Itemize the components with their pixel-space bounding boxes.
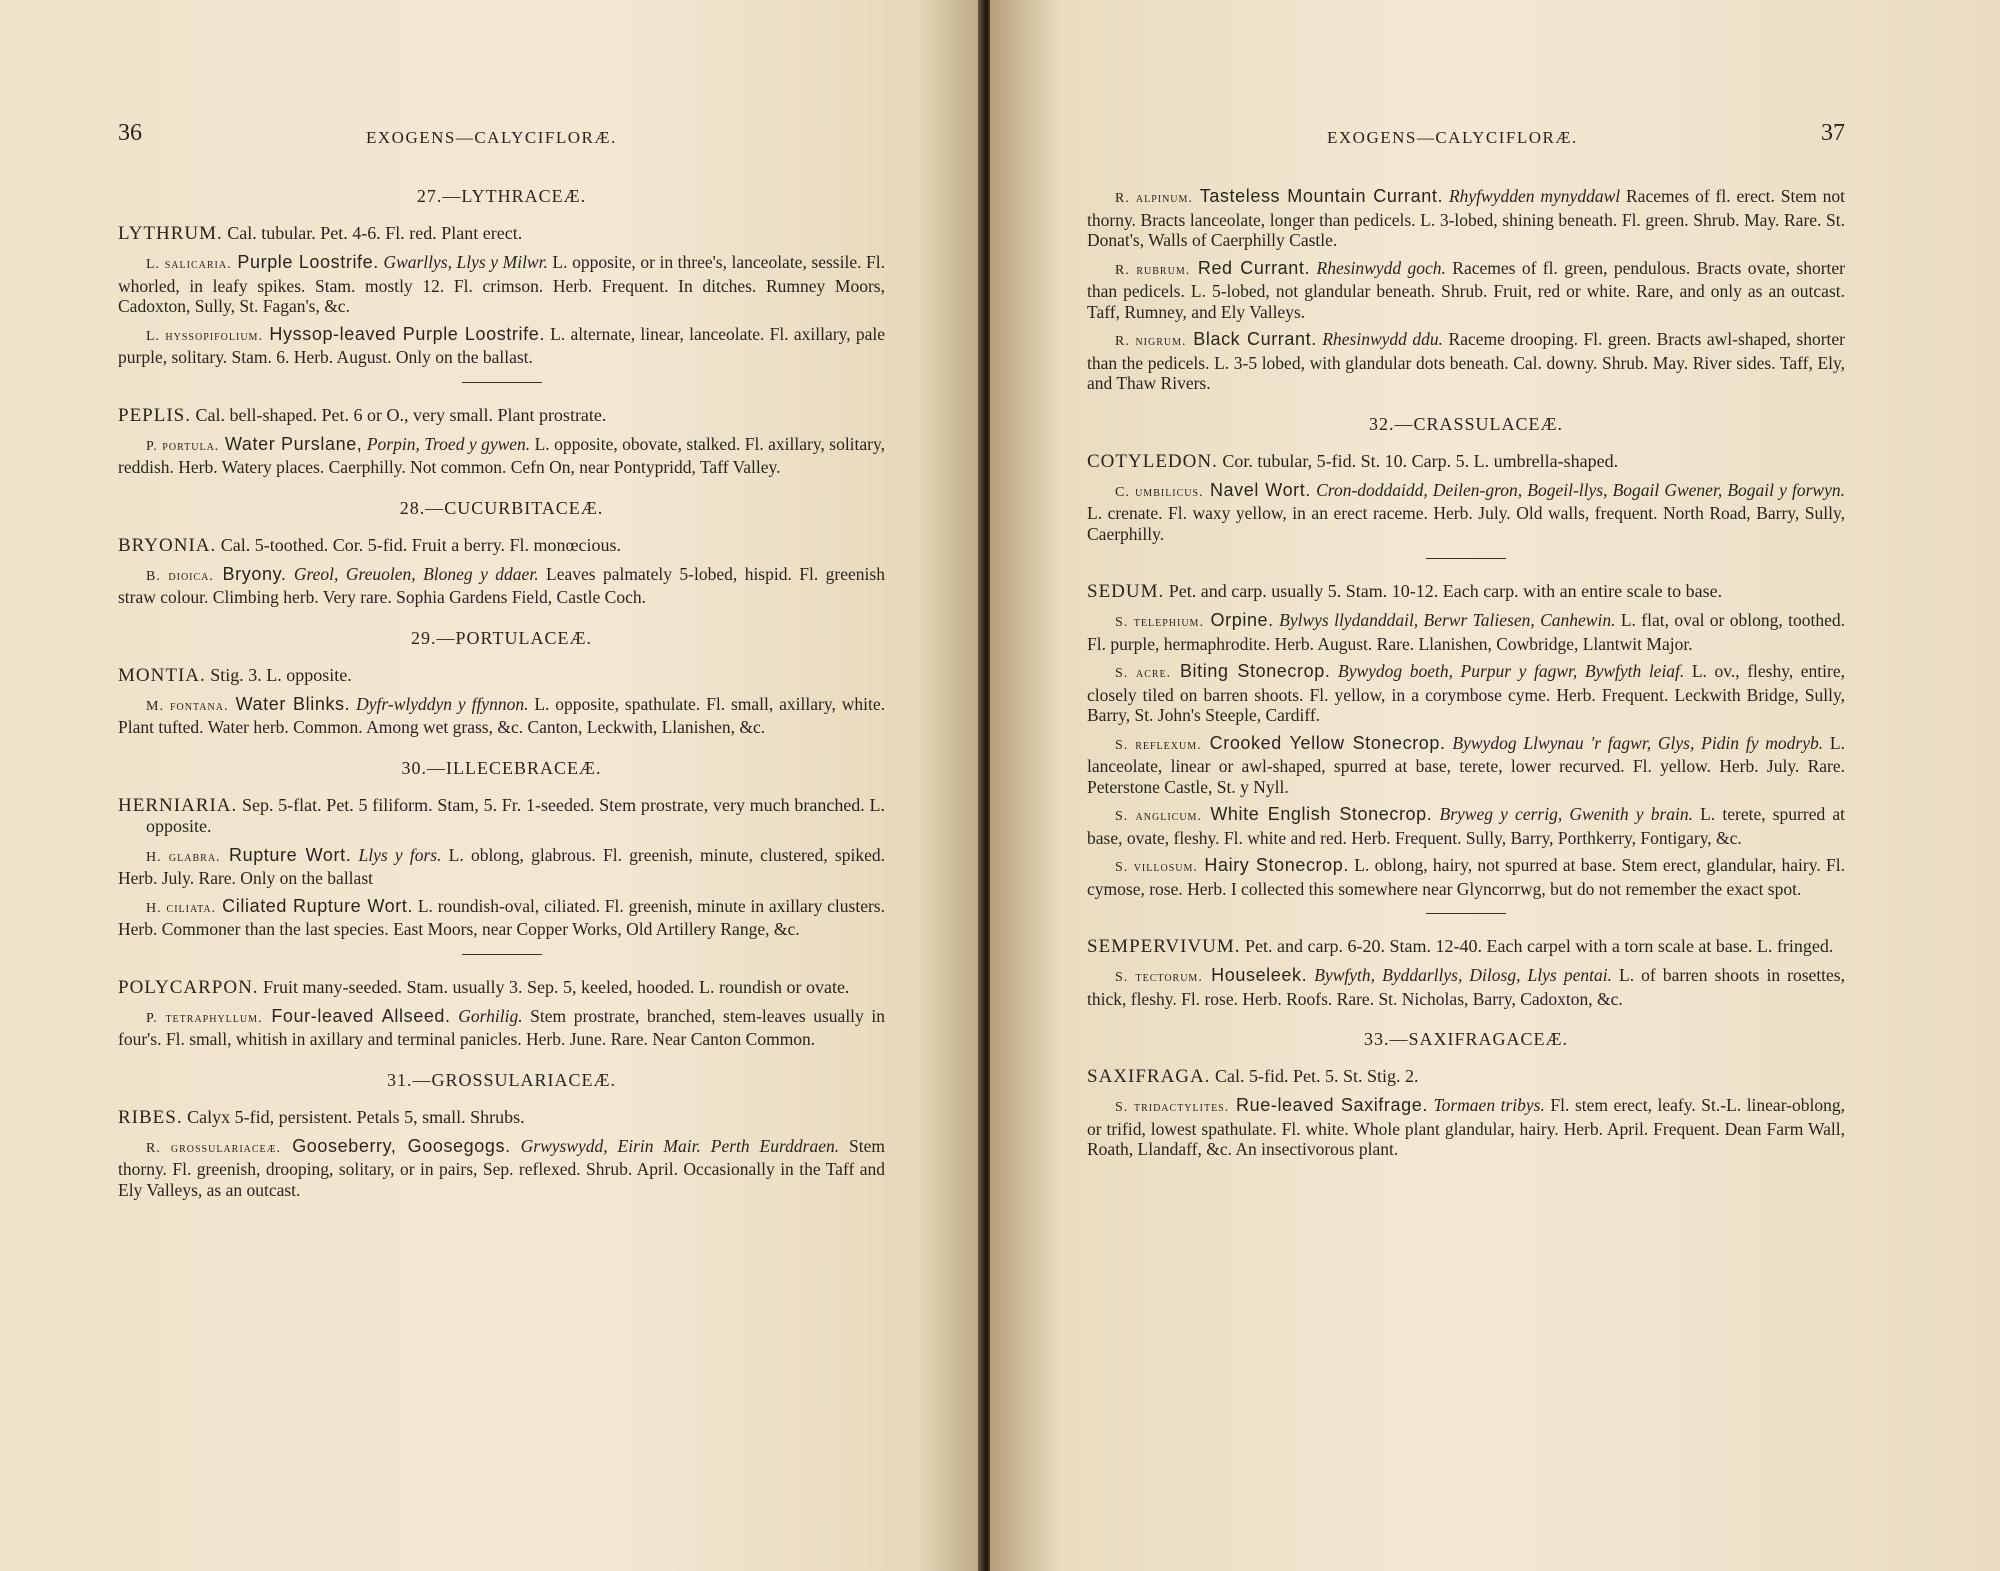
welsh-name: Rhesinwydd goch. <box>1310 257 1446 278</box>
genus-name: SEDUM. <box>1087 581 1165 602</box>
species-description: L. oblong, hairy, not spurred at base. Stem erect, glandular, hairy. Fl. cymose, rose. Herb. I collected this somewhere near Glyncorrwg, but do not remember the exact spot. <box>1087 855 1845 899</box>
genus-entry <box>1087 1066 1845 1087</box>
welsh-name: Bywydog Llwynau 'r fagwr, Glys, Pidin fy modryb. <box>1445 732 1824 753</box>
species-description: Raceme drooping. Fl. green. Bracts awl-shaped, shorter than the pedicels. L. 3-5 lobed, with glandular dots beneath. Cal. downy. Shrub. May. River sides. Taff, Ely, and Thaw Rivers. <box>1087 329 1846 393</box>
species-name: P. portula. <box>146 438 220 454</box>
genus-description: Cal. bell-shaped. Pet. 6 or O., very small. Plant prostrate. <box>191 404 607 425</box>
genus-description: Fruit many-seeded. Stam. usually 3. Sep. 5, keeled, hooded. L. roundish or ovate. <box>258 976 850 997</box>
species-name: S. reflexum. <box>1115 737 1202 753</box>
running-head: EXOGENS—CALYCIFLORÆ. <box>1327 128 1578 147</box>
species-description: L. alternate, linear, lanceolate. Fl. axillary, pale purple, solitary. Stam. 6. Herb. August. Only on the ballast. <box>118 323 885 367</box>
welsh-name: Cron-doddaidd, Deilen-gron, Bogeil-llys, Bogail Gwener, Bogail y forwyn. <box>1310 479 1845 500</box>
section-rule <box>1426 558 1506 559</box>
genus-entry <box>118 223 885 244</box>
species-entry <box>1087 186 1845 251</box>
species-entry <box>1087 661 1845 726</box>
welsh-name: Gwarllys, Llys y Milwr. <box>378 252 548 272</box>
common-name: Navel Wort. <box>1203 479 1311 500</box>
species-entry <box>118 845 885 889</box>
species-description: Racemes of fl. green, pendulous. Bracts ovate, shorter than pedicels. L. 5-lobed, not glandular beneath. Shrub. Fruit, red or white. Rare, and only as an outcast. Taff, Rumney, and Ely Valleys. <box>1087 257 1845 322</box>
species-entry <box>118 896 885 940</box>
welsh-name: Bylwys llydanddail, Berwr Taliesen, Canhewin. <box>1273 610 1616 630</box>
species-name: S. acre. <box>1115 666 1172 681</box>
genus-description: Pet. and carp. 6-20. Stam. 12-40. Each carpel with a torn scale at base. L. fringed. <box>1240 936 1834 956</box>
species-entry <box>118 1136 885 1201</box>
section-rule <box>1426 913 1506 914</box>
family-heading: 29.—PORTULACEÆ. <box>411 627 592 648</box>
species-description: L. oblong, glabrous. Fl. greenish, minute, clustered, spiked. Herb. July. Rare. Only on the ballast <box>118 844 885 888</box>
species-name: C. umbilicus. <box>1115 484 1204 500</box>
page-number: 36 <box>118 120 142 146</box>
common-name: Tasteless Mountain Currant. <box>1192 186 1444 206</box>
genus-name: PEPLIS. <box>118 404 191 426</box>
welsh-name: Gorhilig. <box>450 1005 523 1026</box>
species-description: Racemes of fl. erect. Stem not thorny. Bracts lanceolate, longer than pedicels. L. 3-lobed, shining beneath. Fl. green. Shrub. May. Rare. St. Donat's, Walls of Caerphilly Castle. <box>1087 186 1845 250</box>
species-description: Stem prostrate, branched, stem-leaves usually in four's. Fl. small, whitish in axillary and terminal panicles. Herb. June. Rare. Near Canton Common. <box>118 1005 885 1049</box>
genus-entry <box>118 665 885 686</box>
welsh-name: Dyfr-wlyddyn y ffynnon. <box>350 693 529 714</box>
species-name: R. alpinum. <box>1115 191 1193 206</box>
genus-name: HERNIARIA. <box>118 794 238 816</box>
right-page-content <box>1087 186 1845 1160</box>
common-name: Rupture Wort. <box>220 844 352 865</box>
genus-description: Cor. tubular, 5-fid. St. 10. Carp. 5. L. umbrella-shaped. <box>1217 450 1619 471</box>
genus-description: Sep. 5-flat. Pet. 5 filiform. Stam, 5. Fr. 1-seeded. Stem prostrate, very much branched. L. opposite. <box>146 794 885 836</box>
species-entry <box>118 564 885 608</box>
common-name: Four-leaved Allseed. <box>262 1005 451 1026</box>
species-entry <box>1087 965 1845 1009</box>
family-heading: 33.—SAXIFRAGACEÆ. <box>1363 1029 1569 1049</box>
common-name: Crooked Yellow Stonecrop. <box>1201 732 1446 753</box>
species-description: L. crenate. Fl. waxy yellow, in an erect raceme. Herb. July. Old walls, frequent. North Road, Barry, Sully, Caerphilly. <box>1087 503 1845 544</box>
species-name: P. tetraphyllum. <box>146 1010 263 1026</box>
genus-description: Calyx 5-fid, persistent. Petals 5, small. Shrubs. <box>182 1106 525 1127</box>
genus-entry <box>1087 936 1845 957</box>
genus-name: POLYCARPON. <box>118 976 259 998</box>
welsh-name: Greol, Greuolen, Bloneg y ddaer. <box>286 563 539 584</box>
species-entry <box>118 1006 885 1050</box>
common-name: Houseleek. <box>1202 965 1308 985</box>
species-description: L. terete, spurred at base, ovate, fleshy. Fl. white and red. Herb. Frequent. Sully, Barry, Porthkerry, Fontigary, &c. <box>1087 804 1846 848</box>
common-name: Hyssop-leaved Purple Loostrife. <box>262 323 545 344</box>
species-name: S. tridactylites. <box>1115 1100 1230 1115</box>
genus-entry <box>1087 581 1845 602</box>
welsh-name: Tormaen tribys. <box>1427 1095 1545 1115</box>
welsh-name: Bywfyth, Byddarllys, Dilosg, Llys pentai. <box>1307 965 1612 985</box>
family-heading: 32.—CRASSULACEÆ. <box>1368 413 1564 434</box>
right-page <box>990 0 2000 1571</box>
genus-name: MONTIA. <box>118 664 206 686</box>
common-name: Ciliated Rupture Wort. <box>216 895 414 916</box>
species-description: Fl. stem erect, leafy. St.-L. linear-oblong, or trifid, lowest spathulate. Fl. white. Whole plant glandular, hairy. Herb. April. Frequent. Dean Farm Wall, Roath, Llandaff, &c. An insectivorous plant. <box>1087 1095 1845 1159</box>
species-description: L. ov., fleshy, entire, closely tiled on barren shoots. Fl. yellow, in a corymbose cyme. Herb. Frequent. Leckwith Bridge, Sully, Barry, St. John's Steeple, Cardiff. <box>1087 661 1845 725</box>
genus-entry <box>1087 451 1845 472</box>
species-entry <box>118 324 885 368</box>
species-entry <box>1087 480 1845 545</box>
species-name: L. hyssopifolium. <box>146 328 263 344</box>
species-name: R. nigrum. <box>1115 334 1187 349</box>
genus-description: Stig. 3. L. opposite. <box>205 664 352 685</box>
species-entry <box>1087 258 1845 323</box>
species-description: L. opposite, or in three's, lanceolate, sessile. Fl. whorled, in leafy spikes. Stam. mostly 12. Fl. crimson. Herb. Frequent. In ditches. Rumney Moors, Cadoxton, Sully, St. Fagan's, &c. <box>118 252 886 316</box>
genus-entry <box>118 1107 885 1128</box>
species-entry <box>118 694 885 738</box>
family-heading: 31.—GROSSULARIACEÆ. <box>386 1069 617 1090</box>
common-name: Red Currant. <box>1190 257 1311 278</box>
species-description: Leaves palmately 5-lobed, hispid. Fl. greenish straw colour. Climbing herb. Very rare. Sophia Gardens Field, Castle Coch. <box>118 563 885 607</box>
genus-entry <box>118 535 885 556</box>
genus-description: Cal. 5-fid. Pet. 5. St. Stig. 2. <box>1210 1066 1419 1086</box>
species-name: R. rubrum. <box>1115 262 1191 278</box>
species-entry <box>1087 1095 1845 1160</box>
common-name: Water Purslane, <box>219 433 363 454</box>
common-name: Water Blinks. <box>228 693 351 714</box>
species-name: B. dioica. <box>146 568 214 584</box>
genus-entry <box>118 795 885 837</box>
running-head: EXOGENS—CALYCIFLORÆ. <box>366 128 617 147</box>
left-page-content <box>118 186 885 1200</box>
species-description: L. opposite, obovate, stalked. Fl. axillary, solitary, reddish. Herb. Watery places. Caerphilly. Not common. Cefn On, near Pontypridd, Taff Valley. <box>118 433 885 477</box>
page-header <box>1087 120 1845 160</box>
species-entry <box>118 252 885 317</box>
species-entry <box>1087 733 1845 798</box>
common-name: Gooseberry, Goosegogs. <box>281 1135 511 1156</box>
genus-name: BRYONIA. <box>118 534 217 556</box>
common-name: Rue-leaved Saxifrage. <box>1229 1095 1428 1115</box>
page-number: 37 <box>1821 120 1845 146</box>
section-rule <box>462 382 542 383</box>
welsh-name: Bywydog boeth, Purpur y fagwr, Bywfyth leiaf. <box>1330 661 1685 681</box>
common-name: White English Stonecrop. <box>1201 804 1433 824</box>
species-name: S. villosum. <box>1115 860 1198 875</box>
species-name: M. fontana. <box>146 698 229 714</box>
species-name: S. anglicum. <box>1115 809 1202 824</box>
species-name: L. salicaria. <box>146 257 232 272</box>
section-rule <box>462 954 542 955</box>
species-description: Stem thorny. Fl. greenish, drooping, solitary, or in pairs, Sep. reflexed. Shrub. April. Occasionally in the Taff and Ely Valleys, as an outcast. <box>118 1135 886 1200</box>
species-name: S. telephium. <box>1115 615 1204 630</box>
family-heading: 30.—ILLECEBRACEÆ. <box>401 757 602 778</box>
species-name: S. tectorum. <box>1115 970 1203 985</box>
family-heading: 27.—LYTHRACEÆ. <box>416 186 587 206</box>
genus-entry <box>118 405 885 426</box>
genus-name: SAXIFRAGA. <box>1087 1066 1211 1087</box>
page-header <box>118 120 885 160</box>
species-description: L. lanceolate, linear or awl-shaped, spurred at base, terete, lower recurved. Fl. yellow. Herb. July. Rare. Peterstone Castle, St. y Nyll. <box>1087 732 1845 797</box>
welsh-name: Grwyswydd, Eirin Mair. Perth Eurddraen. <box>510 1135 840 1156</box>
welsh-name: Porpin, Troed y gywen. <box>362 433 531 454</box>
welsh-name: Rhesinwydd ddu. <box>1316 329 1444 349</box>
genus-name: COTYLEDON. <box>1087 450 1218 472</box>
species-description: L. flat, oval or oblong, toothed. Fl. purple, hermaphrodite. Herb. August. Rare. Llanishen, Cowbridge, Llantwit Major. <box>1087 610 1845 654</box>
welsh-name: Llys y fors. <box>351 844 442 865</box>
common-name: Biting Stonecrop. <box>1171 661 1331 681</box>
genus-entry <box>118 977 885 998</box>
species-description: L. of barren shoots in rosettes, thick, fleshy. Fl. rose. Herb. Roofs. Rare. St. Nicholas, Barry, Cadoxton, &c. <box>1087 965 1845 1009</box>
species-entry <box>1087 804 1845 848</box>
genus-description: Pet. and carp. usually 5. Stam. 10-12. Each carp. with an entire scale to base. <box>1164 581 1723 601</box>
species-name: H. ciliata. <box>146 900 217 916</box>
common-name: Orpine. <box>1203 610 1274 630</box>
genus-name: RIBES. <box>118 1106 183 1128</box>
species-entry <box>1087 855 1845 899</box>
species-description: L. opposite, spathulate. Fl. small, axillary, white. Plant tufted. Water herb. Common. Among wet grass, &c. Canton, Leckwith, Llanishen, &c. <box>118 693 885 737</box>
species-entry <box>118 434 885 478</box>
common-name: Purple Loostrife. <box>231 252 379 272</box>
family-heading: 28.—CUCURBITACEÆ. <box>399 497 604 518</box>
left-page <box>0 0 985 1571</box>
genus-description: Cal. tubular. Pet. 4-6. Fl. red. Plant erect. <box>222 223 523 243</box>
common-name: Hairy Stonecrop. <box>1197 855 1349 875</box>
common-name: Bryony. <box>213 563 287 584</box>
genus-name: SEMPERVIVUM. <box>1087 936 1241 957</box>
genus-name: LYTHRUM. <box>118 223 223 244</box>
species-entry <box>1087 610 1845 654</box>
species-entry <box>1087 329 1845 394</box>
welsh-name: Rhyfwydden mynyddawl <box>1443 186 1621 206</box>
species-name: H. glabra. <box>146 849 221 865</box>
species-name: R. grossulariaceæ. <box>146 1140 282 1156</box>
genus-description: Cal. 5-toothed. Cor. 5-fid. Fruit a berry. Fl. monœcious. <box>216 534 622 555</box>
welsh-name: Bryweg y cerrig, Gwenith y brain. <box>1432 804 1694 824</box>
species-description: L. roundish-oval, ciliated. Fl. greenish, minute in axillary clusters. Herb. Commoner than the last species. East Moors, near Copper Works, Old Artillery Range, &c. <box>118 895 885 939</box>
common-name: Black Currant. <box>1186 329 1317 349</box>
